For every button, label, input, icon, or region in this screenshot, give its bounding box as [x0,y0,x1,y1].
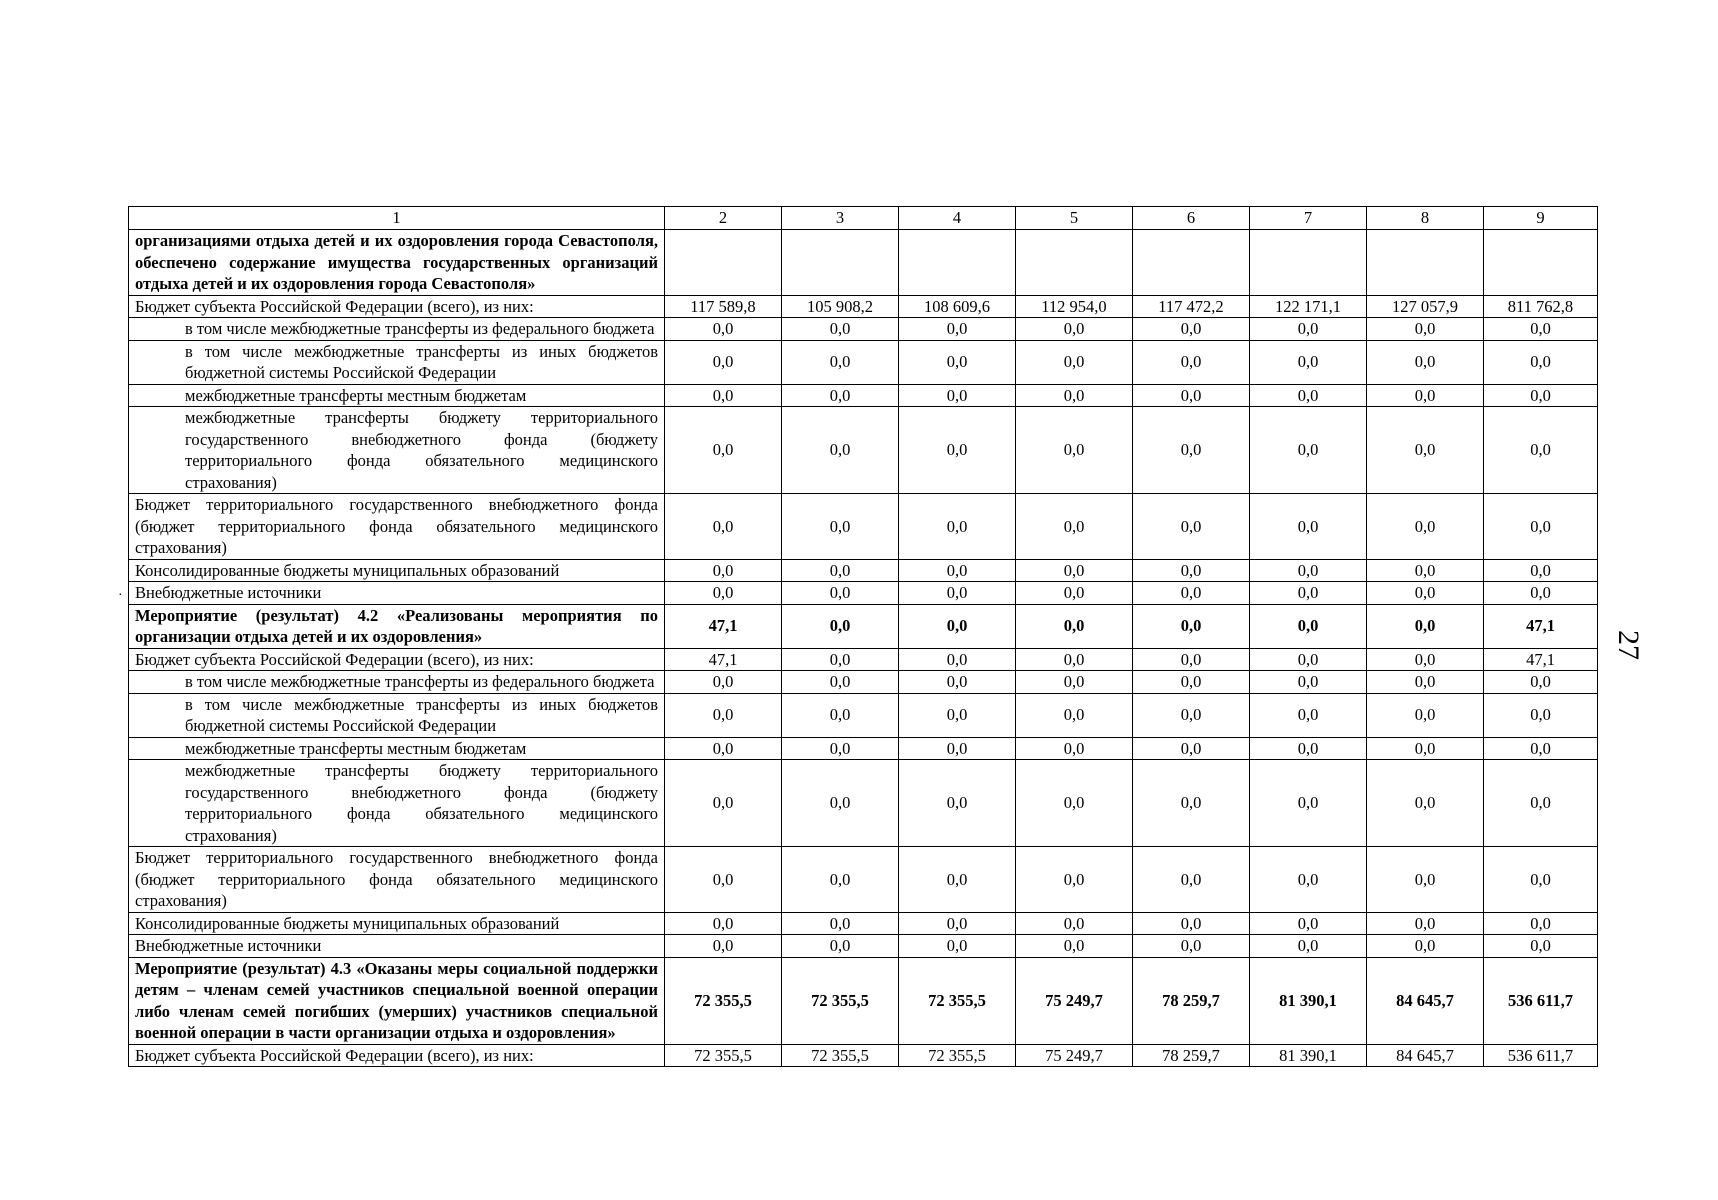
value-cell: 47,1 [1484,648,1598,671]
value-cell: 84 645,7 [1367,1044,1484,1067]
value-cell: 0,0 [1016,847,1133,913]
value-cell: 0,0 [1133,559,1250,582]
value-cell: 75 249,7 [1016,957,1133,1044]
value-cell: 0,0 [899,340,1016,384]
value-cell [1133,230,1250,296]
value-cell: 0,0 [1016,604,1133,648]
table-row [129,340,1598,384]
value-cell: 0,0 [665,559,782,582]
value-cell: 0,0 [1250,318,1367,341]
table-row [129,912,1598,935]
table-row [129,935,1598,958]
value-cell: 0,0 [782,559,899,582]
value-cell: 72 355,5 [782,957,899,1044]
value-cell: 0,0 [1016,737,1133,760]
value-cell: 0,0 [1367,407,1484,494]
value-cell: 0,0 [665,693,782,737]
value-cell: 108 609,6 [899,295,1016,318]
value-cell: 0,0 [1250,582,1367,605]
table-row [129,318,1598,341]
row-label: межбюджетные трансферты местным бюджетам [129,384,665,407]
value-cell: 0,0 [1367,494,1484,560]
value-cell: 0,0 [1133,318,1250,341]
table-row [129,384,1598,407]
value-cell: 0,0 [899,648,1016,671]
value-cell: 0,0 [665,582,782,605]
row-label: в том числе межбюджетные трансферты из иных бюджетов бюджетной системы Российской Федерации [129,693,665,737]
value-cell: 0,0 [1250,604,1367,648]
value-cell: 0,0 [899,318,1016,341]
value-cell: 0,0 [1367,847,1484,913]
value-cell: 0,0 [782,318,899,341]
value-cell: 0,0 [899,671,1016,694]
column-header: 9 [1484,207,1598,230]
column-header: 3 [782,207,899,230]
value-cell: 0,0 [665,407,782,494]
value-cell: 0,0 [665,935,782,958]
value-cell: 0,0 [1250,847,1367,913]
value-cell: 0,0 [1016,559,1133,582]
value-cell: 0,0 [1133,760,1250,847]
value-cell: 0,0 [665,318,782,341]
value-cell: 112 954,0 [1016,295,1133,318]
row-label: межбюджетные трансферты бюджету территориального государственного внебюджетного фонда (бюджету территориального фонда обязательного медицинского страхования) [129,407,665,494]
value-cell [1367,230,1484,296]
table-row [129,604,1598,648]
value-cell: 75 249,7 [1016,1044,1133,1067]
value-cell: 0,0 [665,847,782,913]
value-cell: 81 390,1 [1250,1044,1367,1067]
scan-speck: · [118,588,123,603]
value-cell: 0,0 [665,737,782,760]
row-label: межбюджетные трансферты местным бюджетам [129,737,665,760]
table-row [129,230,1598,296]
value-cell: 0,0 [1367,384,1484,407]
value-cell: 0,0 [782,912,899,935]
value-cell: 0,0 [782,340,899,384]
value-cell: 0,0 [1367,671,1484,694]
value-cell: 0,0 [665,912,782,935]
value-cell: 0,0 [782,760,899,847]
value-cell: 0,0 [899,912,1016,935]
value-cell: 0,0 [782,737,899,760]
value-cell: 0,0 [1133,582,1250,605]
value-cell: 0,0 [782,935,899,958]
value-cell: 0,0 [1250,559,1367,582]
table-row [129,295,1598,318]
row-label: в том числе межбюджетные трансферты из иных бюджетов бюджетной системы Российской Федерации [129,340,665,384]
value-cell: 0,0 [1016,582,1133,605]
row-label: Консолидированные бюджеты муниципальных образований [129,559,665,582]
value-cell: 0,0 [1250,935,1367,958]
row-label: в том числе межбюджетные трансферты из федерального бюджета [129,671,665,694]
column-header: 7 [1250,207,1367,230]
value-cell: 0,0 [1016,760,1133,847]
table-row [129,559,1598,582]
column-header: 2 [665,207,782,230]
row-label: Внебюджетные источники [129,935,665,958]
table-row [129,957,1598,1044]
value-cell: 0,0 [1133,737,1250,760]
value-cell: 0,0 [1250,384,1367,407]
row-label: Бюджет субъекта Российской Федерации (всего), из них: [129,648,665,671]
value-cell: 0,0 [1016,318,1133,341]
value-cell: 127 057,9 [1367,295,1484,318]
table-row [129,671,1598,694]
value-cell: 72 355,5 [665,1044,782,1067]
value-cell: 78 259,7 [1133,957,1250,1044]
value-cell: 0,0 [1250,407,1367,494]
value-cell: 0,0 [782,693,899,737]
row-label: Внебюджетные источники [129,582,665,605]
value-cell: 72 355,5 [782,1044,899,1067]
value-cell: 0,0 [1133,912,1250,935]
value-cell: 0,0 [782,671,899,694]
value-cell: 0,0 [1484,935,1598,958]
column-header: 8 [1367,207,1484,230]
value-cell [1484,230,1598,296]
value-cell: 0,0 [1250,912,1367,935]
value-cell: 0,0 [1484,737,1598,760]
value-cell: 0,0 [1367,318,1484,341]
value-cell: 0,0 [1133,604,1250,648]
value-cell: 117 472,2 [1133,295,1250,318]
value-cell: 0,0 [899,384,1016,407]
value-cell: 0,0 [1133,494,1250,560]
row-label: Бюджет территориального государственного внебюджетного фонда (бюджет территориального фонда обязательного медицинского страхования) [129,494,665,560]
value-cell: 0,0 [1484,340,1598,384]
value-cell: 0,0 [1484,318,1598,341]
value-cell [1250,230,1367,296]
value-cell: 0,0 [1250,760,1367,847]
table-row [129,648,1598,671]
table-row [129,693,1598,737]
value-cell: 0,0 [1016,912,1133,935]
value-cell [782,230,899,296]
budget-table [128,206,1598,1067]
column-header: 1 [129,207,665,230]
row-label: Бюджет территориального государственного внебюджетного фонда (бюджет территориального фонда обязательного медицинского страхования) [129,847,665,913]
value-cell: 0,0 [1133,671,1250,694]
value-cell: 0,0 [665,340,782,384]
value-cell: 0,0 [782,384,899,407]
value-cell: 536 611,7 [1484,957,1598,1044]
table-row [129,1044,1598,1067]
row-label: Консолидированные бюджеты муниципальных образований [129,912,665,935]
value-cell: 0,0 [1367,737,1484,760]
value-cell: 105 908,2 [782,295,899,318]
value-cell [899,230,1016,296]
value-cell: 0,0 [782,407,899,494]
column-header: 6 [1133,207,1250,230]
value-cell: 0,0 [665,671,782,694]
value-cell: 0,0 [1133,384,1250,407]
value-cell: 0,0 [1133,340,1250,384]
value-cell: 0,0 [782,847,899,913]
value-cell: 0,0 [899,693,1016,737]
value-cell: 0,0 [1133,847,1250,913]
value-cell: 0,0 [899,604,1016,648]
value-cell: 0,0 [1367,693,1484,737]
value-cell: 0,0 [782,582,899,605]
value-cell: 0,0 [1484,693,1598,737]
row-label: межбюджетные трансферты бюджету территориального государственного внебюджетного фонда (бюджету территориального фонда обязательного медицинского страхования) [129,760,665,847]
value-cell: 0,0 [1133,407,1250,494]
value-cell: 0,0 [1016,671,1133,694]
column-header: 4 [899,207,1016,230]
row-label: Мероприятие (результат) 4.2 «Реализованы мероприятия по организации отдыха детей и их оздоровления» [129,604,665,648]
value-cell: 0,0 [1133,648,1250,671]
value-cell: 0,0 [899,935,1016,958]
value-cell: 0,0 [1367,760,1484,847]
page-number: 27 [1612,630,1645,660]
value-cell: 0,0 [1250,340,1367,384]
value-cell: 0,0 [1367,648,1484,671]
value-cell: 0,0 [899,559,1016,582]
value-cell: 0,0 [1484,407,1598,494]
value-cell: 47,1 [1484,604,1598,648]
value-cell: 0,0 [1484,384,1598,407]
value-cell: 0,0 [665,760,782,847]
value-cell [665,230,782,296]
value-cell: 47,1 [665,604,782,648]
value-cell: 0,0 [899,582,1016,605]
row-label: Мероприятие (результат) 4.3 «Оказаны меры социальной поддержки детям – членам семей участников специальной военной операции либо членам семей погибших (умерших) участников специальной военной операции в части организации отдыха и оздоровления» [129,957,665,1044]
value-cell: 0,0 [1250,671,1367,694]
table-row [129,737,1598,760]
value-cell: 72 355,5 [665,957,782,1044]
value-cell: 0,0 [1250,693,1367,737]
value-cell: 84 645,7 [1367,957,1484,1044]
row-label: Бюджет субъекта Российской Федерации (всего), из них: [129,1044,665,1067]
table-body [129,230,1598,1067]
value-cell: 0,0 [1367,340,1484,384]
value-cell: 0,0 [1367,912,1484,935]
value-cell: 47,1 [665,648,782,671]
value-cell: 0,0 [665,494,782,560]
value-cell: 0,0 [665,384,782,407]
value-cell: 0,0 [1484,760,1598,847]
value-cell: 0,0 [1484,494,1598,560]
value-cell: 0,0 [1016,494,1133,560]
value-cell: 0,0 [1133,935,1250,958]
table-row [129,582,1598,605]
value-cell: 0,0 [782,604,899,648]
value-cell: 0,0 [1250,648,1367,671]
value-cell: 122 171,1 [1250,295,1367,318]
table-row [129,494,1598,560]
value-cell: 536 611,7 [1484,1044,1598,1067]
value-cell: 0,0 [782,494,899,560]
value-cell: 0,0 [1016,935,1133,958]
row-label: организациями отдыха детей и их оздоровления города Севастополя, обеспечено содержание имущества государственных организаций отдыха детей и их оздоровления города Севастополя» [129,230,665,296]
value-cell: 0,0 [1484,847,1598,913]
value-cell: 117 589,8 [665,295,782,318]
value-cell: 0,0 [1133,693,1250,737]
value-cell: 0,0 [1367,582,1484,605]
value-cell: 0,0 [1250,494,1367,560]
value-cell: 811 762,8 [1484,295,1598,318]
value-cell: 0,0 [1367,604,1484,648]
table-row [129,407,1598,494]
value-cell: 0,0 [1016,340,1133,384]
value-cell: 72 355,5 [899,957,1016,1044]
value-cell: 0,0 [1484,671,1598,694]
value-cell: 0,0 [1016,648,1133,671]
value-cell: 0,0 [899,737,1016,760]
value-cell: 0,0 [1016,407,1133,494]
row-label: в том числе межбюджетные трансферты из федерального бюджета [129,318,665,341]
value-cell: 0,0 [1367,935,1484,958]
table-row [129,847,1598,913]
value-cell: 0,0 [899,760,1016,847]
value-cell: 0,0 [899,847,1016,913]
value-cell: 0,0 [899,494,1016,560]
value-cell: 0,0 [899,407,1016,494]
value-cell: 0,0 [1016,384,1133,407]
value-cell: 0,0 [1484,912,1598,935]
value-cell: 72 355,5 [899,1044,1016,1067]
value-cell: 0,0 [1367,559,1484,582]
column-header: 5 [1016,207,1133,230]
row-label: Бюджет субъекта Российской Федерации (всего), из них: [129,295,665,318]
value-cell: 78 259,7 [1133,1044,1250,1067]
value-cell: 0,0 [1250,737,1367,760]
value-cell: 81 390,1 [1250,957,1367,1044]
value-cell: 0,0 [782,648,899,671]
value-cell: 0,0 [1016,693,1133,737]
value-cell: 0,0 [1484,582,1598,605]
value-cell [1016,230,1133,296]
header-row [129,207,1598,230]
table-row [129,760,1598,847]
value-cell: 0,0 [1484,559,1598,582]
